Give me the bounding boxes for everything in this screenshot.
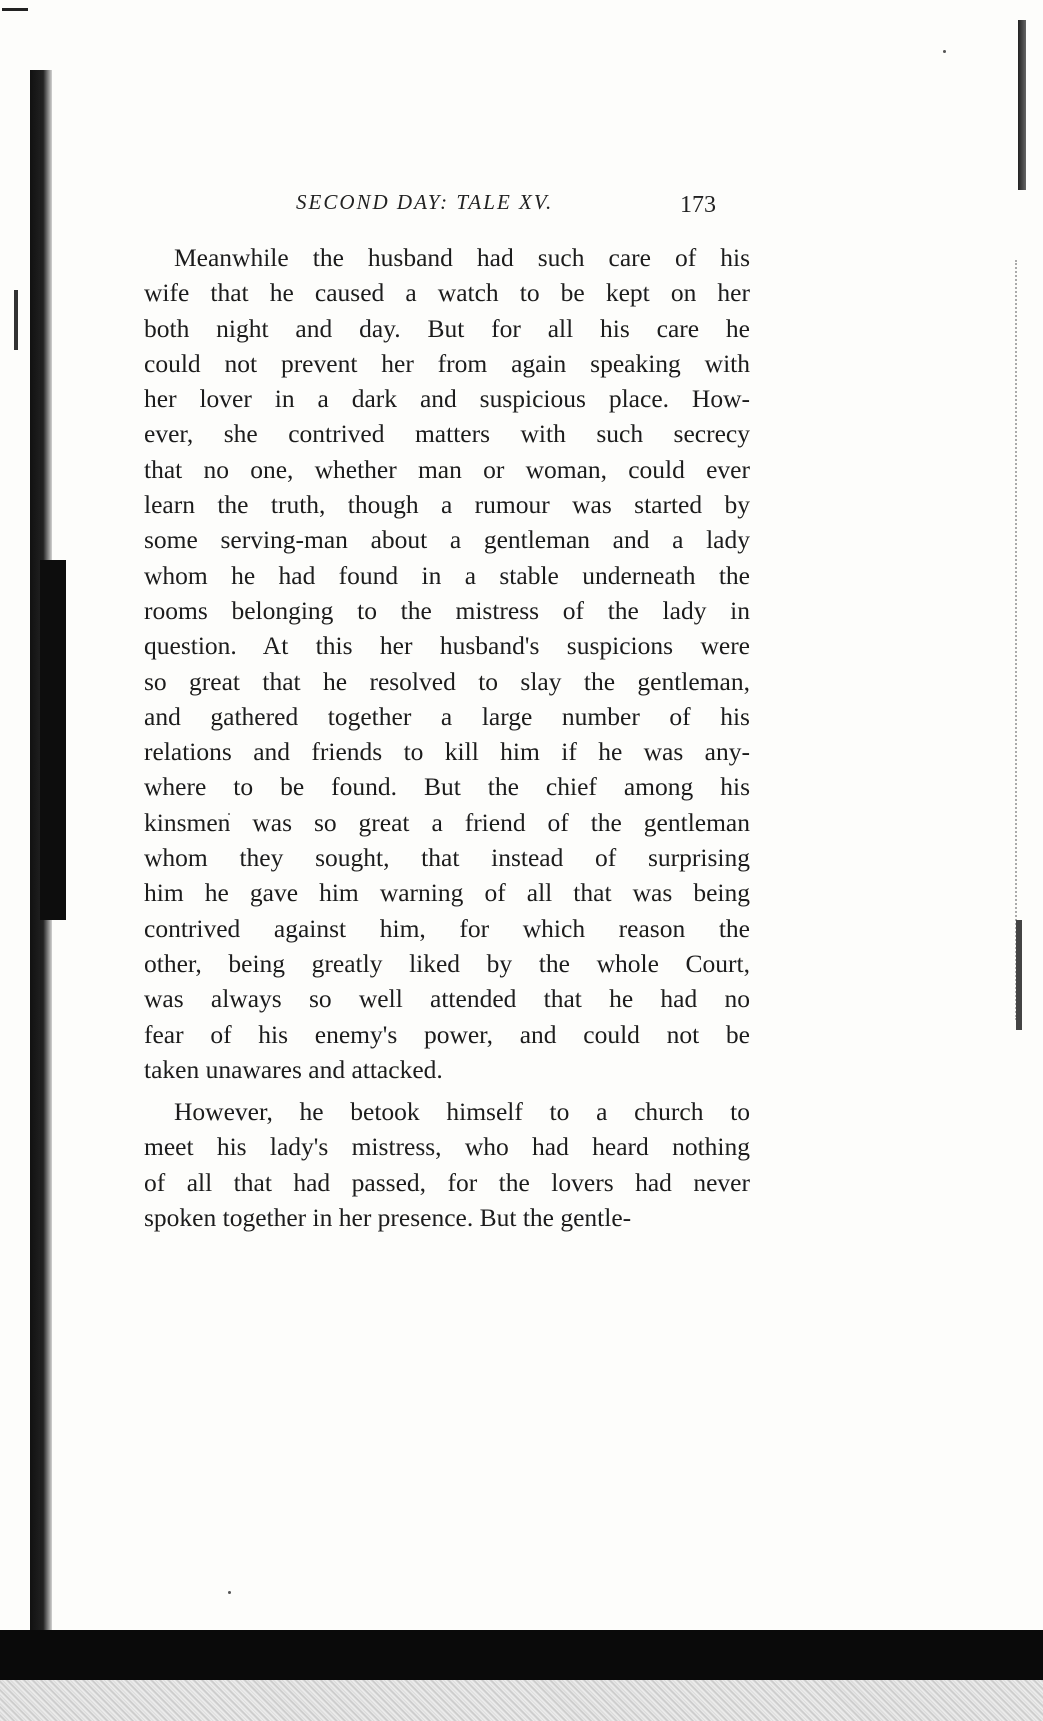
text-line: him he gave him warning of all that was being xyxy=(144,878,750,908)
text-line: relations and friends to kill him if he was any- xyxy=(144,737,750,767)
text-line: However, he betook himself to a church to xyxy=(174,1097,750,1127)
scan-mark xyxy=(2,8,28,11)
text-line: kinsmen was so great a friend of the gentleman xyxy=(144,807,750,837)
text-line: spoken together in her presence. But the gentle- xyxy=(144,1203,632,1233)
scan-bottom-noise xyxy=(0,1680,1043,1721)
text-line: some serving-man about a gentleman and a lady xyxy=(144,525,750,555)
text-line: learn the truth, though a rumour was started by xyxy=(144,490,750,520)
text-line: contrived against him, for which reason the xyxy=(144,913,750,943)
running-head: SECOND DAY: TALE XV. xyxy=(296,190,554,214)
text-line: wife that he caused a watch to be kept on her xyxy=(144,278,750,308)
paragraph xyxy=(144,240,750,1087)
scan-edge-right-dots xyxy=(1015,260,1019,1020)
scan-bottom-band xyxy=(0,1630,1043,1680)
text-line: of all that had passed, for the lovers had never xyxy=(144,1167,750,1197)
paragraph-gap xyxy=(144,1087,750,1094)
scan-edge-left-shadow xyxy=(40,560,66,920)
scan-speck xyxy=(228,1591,231,1594)
text-line: and gathered together a large number of his xyxy=(144,701,750,731)
body-text xyxy=(144,240,750,1235)
scan-edge-right-mark xyxy=(1016,920,1022,1030)
text-line: Meanwhile the husband had such care of his xyxy=(174,243,750,272)
page-number: 173 xyxy=(680,192,716,218)
text-line: meet his lady's mistress, who had heard nothing xyxy=(144,1132,750,1162)
scan-speck xyxy=(943,50,946,53)
text-line: her lover in a dark and suspicious place. How- xyxy=(144,384,750,414)
scan-edge-right xyxy=(1018,20,1026,190)
text-line: both night and day. But for all his care he xyxy=(144,313,750,343)
text-line: question. At this her husband's suspicions were xyxy=(144,631,750,661)
text-line: so great that he resolved to slay the gentleman, xyxy=(144,666,750,696)
text-line: whom they sought, that instead of surprising xyxy=(144,843,750,873)
text-line: was always so well attended that he had no xyxy=(144,984,750,1014)
paragraph xyxy=(144,1094,750,1235)
text-line: fear of his enemy's power, and could not be xyxy=(144,1019,750,1049)
text-line: ever, she contrived matters with such secrecy xyxy=(144,419,750,449)
text-line: where to be found. But the chief among his xyxy=(144,772,750,802)
text-line: other, being greatly liked by the whole Court, xyxy=(144,948,750,978)
text-line: rooms belonging to the mistress of the lady in xyxy=(144,595,750,625)
scan-edge-left-mark xyxy=(14,290,18,350)
text-line: whom he had found in a stable underneath the xyxy=(144,560,750,590)
text-line: could not prevent her from again speaking with xyxy=(144,348,750,378)
text-line: that no one, whether man or woman, could ever xyxy=(144,454,750,484)
text-line: taken unawares and attacked. xyxy=(144,1054,443,1084)
